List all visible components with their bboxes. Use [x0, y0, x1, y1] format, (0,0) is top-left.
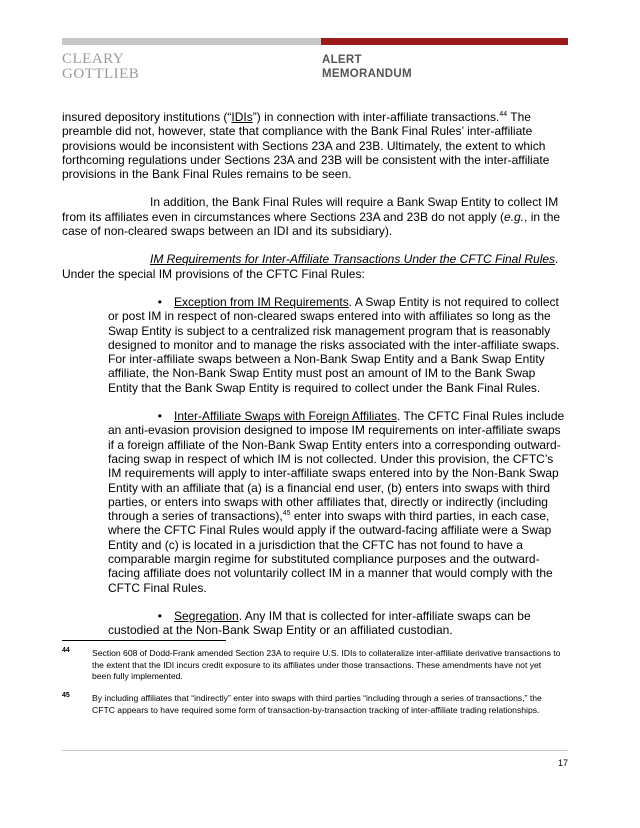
idis-term: IDIs — [231, 110, 253, 124]
bullet-exception — [62, 295, 568, 395]
memorandum-label: MEMORANDUM — [322, 68, 412, 80]
footnote-number: 44 — [62, 647, 70, 654]
footnote-45 — [62, 693, 562, 716]
logo-line1: CLEARY — [62, 51, 125, 67]
footnote-ref-45[interactable]: 45 — [282, 510, 291, 518]
bullet-icon: • — [157, 409, 162, 424]
bullet-foreign-text-a: . The CFTC Final Rules include an anti-evasion provision designed to impose IM requirements on inter-affiliate swaps if a foreign affiliate of the Non-Bank Swap Entity enters into a corresponding outward-facing swap in respect of which IM is not collected. Under this provision, the CFTC’s IM requirements will apply to inter-affiliate swaps entered into by the Non-Bank Swap Entity with an affiliate that (a) is a financial end user, (b) enters into swaps with third parties, or enters into swaps with other affiliates that, directly or indirectly (including through a series of transactions), — [108, 409, 565, 524]
header-bar-left — [62, 38, 321, 45]
footnote-44 — [62, 648, 562, 683]
footnote-ref-44[interactable]: 44 — [499, 111, 508, 118]
section-intro: Under the special IM provisions of the CFTC Final Rules: — [62, 266, 365, 281]
bullet-exception-text: . A Swap Entity is not required to collect or post IM in respect of non-cleared swaps entered into with affiliates so long as the Swap Entity is subject to a centralized risk management program that is reasonably designed to monitor and to manage the risks associated with the inter-affiliate swaps. For inter-affiliate swaps between a Non-Bank Swap Entity and a Bank Swap Entity affiliate, the Non-Bank Swap Entity must post an amount of IM to the Bank Swap Entity that the Bank Swap Entity is required to collect under the Bank Final Rules. — [108, 294, 560, 395]
eg-term: e.g. — [504, 209, 525, 224]
paragraph-2 — [62, 195, 568, 238]
footnote-number: 45 — [62, 692, 70, 699]
paragraph-1 — [62, 110, 568, 181]
logo-line2: GOTTLIEB — [62, 66, 140, 82]
memo-body — [62, 110, 568, 638]
bullet-foreign-affiliates — [62, 409, 568, 595]
bullet-segregation-title: Segregation — [174, 608, 239, 623]
footnote-text: Section 608 of Dodd-Frank amended Section 23A to require U.S. IDIs to collateralize inter-affiliate derivative transactions to the extent that the IDI incurs credit exposure to its affiliates under those transactions. These amendments have not yet been fully implemented. — [92, 648, 561, 681]
p2-text-b: , in the case of non-cleared swaps between an IDI and its subsidiary). — [62, 209, 561, 239]
firm-logo — [62, 52, 139, 82]
alert-label: ALERT — [322, 54, 362, 66]
p1-text-a: insured depository institutions (“ — [62, 110, 232, 124]
bullet-segregation-text: . Any IM that is collected for inter-affiliate swaps can be custodied at the Non-Bank Swap Entity or an affiliated custodian. — [108, 608, 531, 638]
bullet-exception-title: Exception from IM Requirements — [174, 294, 349, 309]
footnote-separator — [62, 640, 226, 641]
section-heading — [62, 252, 568, 266]
bullet-segregation — [62, 609, 568, 638]
section-heading-period: . — [555, 252, 559, 267]
header-bar-right — [321, 38, 568, 45]
p1-text-b: ”) in connection with inter-affiliate transactions. — [252, 110, 500, 124]
bullet-icon: • — [157, 294, 162, 309]
alert-memorandum-label — [322, 53, 412, 81]
footnote-text: By including affiliates that “indirectly” enter into swaps with third parties “including through a series of transactions,” the CFTC appears to have required some form of transaction-by-transaction tracking of inter-affiliate trading relationships. — [92, 693, 542, 715]
section-heading-title: IM Requirements for Inter-Affiliate Transactions Under the CFTC Final Rules — [150, 252, 556, 267]
bullet-icon: • — [157, 608, 162, 623]
bullet-foreign-title: Inter-Affiliate Swaps with Foreign Affiliates — [174, 409, 397, 424]
footer-rule — [62, 750, 568, 751]
p2-text-a: In addition, the Bank Final Rules will require a Bank Swap Entity to collect IM from its affiliates even in circumstances where Sections 23A and 23B do not apply ( — [62, 195, 559, 224]
bullet-foreign-text-b: enter into swaps with third parties, in each case, where the CFTC Final Rules would apply if the outward-facing affiliate were a Swap Entity and (c) is located in a jurisdiction that the CFTC has not found to have a comparable margin regime for substituted compliance purposes and the outward-facing affiliate does not voluntarily collect IM in a manner that would comply with the CFTC Final Rules. — [108, 509, 553, 595]
page-number: 17 — [557, 758, 568, 768]
p1-text-c: The preamble did not, however, state that compliance with the Bank Final Rules’ inter-affiliate provisions would be inconsistent with Sections 23A and 23B. Ultimately, the extent to which forthcoming regulations under Sections 23A and 23B will be consistent with the inter-affiliate provisions in the Bank Final Rules remains to be seen. — [62, 110, 550, 182]
